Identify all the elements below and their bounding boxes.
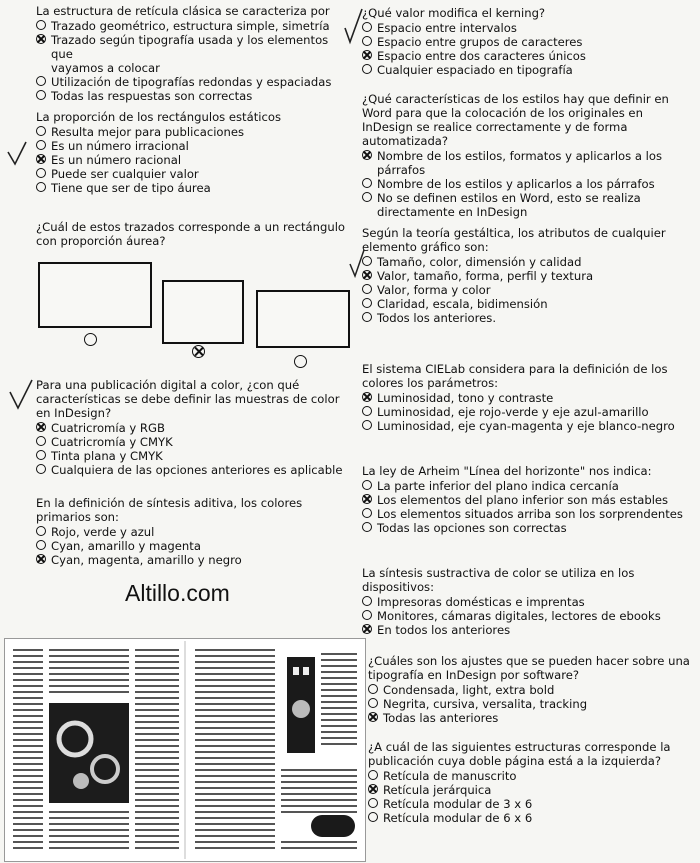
answer-option[interactable] — [362, 521, 692, 535]
answer-option[interactable] — [362, 623, 692, 637]
option-label: Cualquier espaciado en tipografía — [377, 63, 573, 77]
radio-button[interactable] — [36, 182, 46, 192]
radio-button-selected[interactable] — [36, 34, 46, 44]
question-2 — [36, 110, 336, 195]
radio-button[interactable] — [362, 312, 372, 322]
radio-button[interactable] — [368, 770, 378, 780]
option-label: Puede ser cualquier valor — [51, 167, 199, 181]
option-label: Tamaño, color, dimensión y calidad — [377, 255, 582, 269]
check-mark-icon — [342, 6, 364, 46]
answer-option[interactable] — [362, 149, 692, 177]
radio-button[interactable] — [362, 420, 372, 430]
option-label: Los elementos situados arriba son los sorprendentes — [377, 507, 683, 521]
radio-button[interactable] — [36, 76, 46, 86]
answer-option[interactable] — [36, 421, 356, 435]
radio-button[interactable] — [294, 355, 307, 368]
option-label: Retícula jerárquica — [383, 783, 492, 797]
magazine-spread-image — [4, 638, 366, 862]
option-label: Valor, forma y color — [377, 283, 491, 297]
radio-button[interactable] — [36, 464, 46, 474]
option-label: Espacio entre dos caracteres únicos — [377, 49, 586, 63]
answer-option[interactable] — [362, 507, 692, 521]
answer-option[interactable] — [368, 783, 692, 797]
option-label: Luminosidad, tono y contraste — [377, 391, 554, 405]
radio-button-selected[interactable] — [362, 150, 372, 160]
radio-button[interactable] — [362, 256, 372, 266]
radio-button-selected[interactable] — [362, 392, 372, 402]
radio-button-selected[interactable] — [36, 554, 46, 564]
question-stem: La proporción de los rectángulos estáticos — [36, 110, 281, 124]
radio-button[interactable] — [362, 284, 372, 294]
question-stem: ¿A cuál de las siguientes estructuras corresponde la publicación cuya doble página está a la izquierda? — [368, 740, 671, 768]
radio-button-selected[interactable] — [36, 422, 46, 432]
question-stem: ¿Qué valor modifica el kerning? — [362, 6, 546, 20]
answer-option[interactable] — [368, 769, 692, 783]
option-label: Todas las respuestas son correctas — [51, 89, 253, 103]
radio-button[interactable] — [368, 812, 378, 822]
radio-button[interactable] — [362, 298, 372, 308]
option-label: Retícula modular de 6 x 6 — [383, 811, 533, 825]
radio-button[interactable] — [362, 36, 372, 46]
answer-option[interactable] — [362, 311, 692, 325]
option-label: Retícula de manuscrito — [383, 769, 517, 783]
option-label: Cuatricromía y CMYK — [51, 435, 173, 449]
answer-option[interactable] — [362, 391, 692, 405]
question-stem: La ley de Arheim "Línea del horizonte" nos indica: — [362, 464, 652, 478]
answer-option[interactable] — [362, 609, 692, 623]
answer-option[interactable] — [368, 711, 692, 725]
radio-button[interactable] — [362, 178, 372, 188]
check-mark-icon — [6, 140, 28, 168]
option-label: Los elementos del plano inferior son más estables — [377, 493, 669, 507]
question-6 — [362, 6, 692, 77]
radio-button-selected[interactable] — [368, 784, 378, 794]
answer-option[interactable] — [36, 153, 336, 167]
option-label: Cyan, amarillo y magenta — [51, 539, 201, 553]
question-12 — [368, 654, 692, 725]
radio-button[interactable] — [362, 508, 372, 518]
radio-button[interactable] — [362, 596, 372, 606]
option-label: Retícula modular de 3 x 6 — [383, 797, 533, 811]
question-stem: ¿Cuál de estos trazados corresponde a un rectángulo con proporción áurea? — [36, 220, 346, 248]
option-label: Es un número racional — [51, 153, 182, 167]
answer-option[interactable] — [362, 419, 692, 433]
question-stem: El sistema CIELab considera para la definición de los colores los parámetros: — [362, 362, 668, 390]
radio-button-selected[interactable] — [362, 270, 372, 280]
answer-option[interactable] — [36, 539, 356, 553]
radio-button[interactable] — [36, 90, 46, 100]
answer-option[interactable] — [36, 125, 336, 139]
check-mark-icon — [8, 378, 34, 412]
question-stem: Según la teoría gestáltica, los atributos de cualquier elemento gráfico son: — [362, 226, 666, 254]
answer-option[interactable] — [36, 181, 336, 195]
radio-button[interactable] — [362, 22, 372, 32]
question-3 — [36, 220, 356, 249]
answer-option[interactable] — [36, 89, 336, 103]
answer-option[interactable] — [36, 75, 336, 89]
option-label: Espacio entre grupos de caracteres — [377, 35, 583, 49]
answer-option[interactable] — [36, 33, 336, 61]
rectangle-option-c — [256, 290, 350, 348]
answer-option[interactable] — [36, 139, 336, 153]
option-label: vayamos a colocar — [51, 61, 160, 75]
radio-button[interactable] — [368, 798, 378, 808]
question-stem: ¿Cuáles son los ajustes que se pueden hacer sobre una tipografía en InDesign por software? — [368, 654, 690, 682]
option-label: Utilización de tipografías redondas y espaciadas — [51, 75, 332, 89]
question-8 — [362, 226, 692, 325]
radio-button[interactable] — [36, 20, 46, 30]
option-label: En todos los anteriores — [377, 623, 511, 637]
question-9 — [362, 362, 692, 433]
radio-button-selected[interactable] — [36, 154, 46, 164]
question-1 — [36, 4, 336, 103]
answer-option[interactable] — [36, 525, 356, 539]
answer-option[interactable] — [362, 177, 692, 191]
radio-button[interactable] — [362, 192, 372, 202]
question-11 — [362, 566, 692, 637]
option-label: Trazado geométrico, estructura simple, simetría — [51, 19, 330, 33]
answer-option-continuation — [36, 61, 336, 75]
option-label: Impresoras domésticas e imprentas — [377, 595, 585, 609]
option-label: Cuatricromía y RGB — [51, 421, 165, 435]
option-label: Todos los anteriores. — [377, 311, 497, 325]
answer-option[interactable] — [36, 449, 356, 463]
answer-option[interactable] — [362, 255, 692, 269]
radio-button[interactable] — [368, 698, 378, 708]
option-label: Nombre de los estilos y aplicarlos a los párrafos — [377, 177, 655, 191]
answer-option[interactable] — [362, 405, 692, 419]
answer-option[interactable] — [362, 35, 692, 49]
radio-button-selected[interactable] — [368, 712, 378, 722]
option-label: Condensada, light, extra bold — [383, 683, 555, 697]
answer-option[interactable] — [36, 435, 356, 449]
radio-button[interactable] — [362, 406, 372, 416]
radio-button[interactable] — [368, 684, 378, 694]
radio-button[interactable] — [36, 450, 46, 460]
option-label: Resulta mejor para publicaciones — [51, 125, 245, 139]
option-label: Tinta plana y CMYK — [51, 449, 163, 463]
radio-button[interactable] — [362, 64, 372, 74]
option-label: Rojo, verde y azul — [51, 525, 155, 539]
option-label: Nombre de los estilos, formatos y aplicarlos a los párrafos — [377, 149, 663, 177]
answer-option[interactable] — [362, 297, 692, 311]
answer-option[interactable] — [362, 49, 692, 63]
rectangle-option-a — [38, 262, 152, 328]
question-stem: En la definición de síntesis aditiva, los colores primarios son: — [36, 496, 303, 524]
radio-button[interactable] — [36, 140, 46, 150]
answer-option[interactable] — [362, 479, 692, 493]
question-stem: La estructura de retícula clásica se caracteriza por — [36, 4, 330, 18]
option-label: Es un número irracional — [51, 139, 189, 153]
answer-option[interactable] — [36, 167, 336, 181]
option-label: Tiene que ser de tipo áurea — [51, 181, 211, 195]
question-stem: La síntesis sustractiva de color se utiliza en los dispositivos: — [362, 566, 635, 594]
answer-option[interactable] — [368, 811, 692, 825]
option-label: Luminosidad, eje cyan-magenta y eje blanco-negro — [377, 419, 675, 433]
answer-option[interactable] — [36, 463, 356, 477]
option-label: Negrita, cursiva, versalita, tracking — [383, 697, 588, 711]
option-label: Monitores, cámaras digitales, lectores de ebooks — [377, 609, 661, 623]
question-5 — [36, 496, 356, 567]
radio-button-selected[interactable] — [362, 50, 372, 60]
radio-button-selected[interactable] — [362, 624, 372, 634]
answer-option[interactable] — [36, 19, 336, 33]
option-label: No se definen estilos en Word, esto se realiza directamente en InDesign — [377, 191, 641, 219]
answer-option[interactable] — [362, 595, 692, 609]
option-label: Claridad, escala, bidimensión — [377, 297, 548, 311]
answer-option[interactable] — [362, 493, 692, 507]
answer-option[interactable] — [362, 191, 692, 219]
watermark-text: Altillo.com — [125, 580, 230, 606]
option-label: Luminosidad, eje rojo-verde y eje azul-amarillo — [377, 405, 649, 419]
radio-button[interactable] — [362, 610, 372, 620]
radio-button[interactable] — [36, 126, 46, 136]
option-label: Todas las anteriores — [383, 711, 499, 725]
option-label: La parte inferior del plano indica cercanía — [377, 479, 619, 493]
question-stem: ¿Qué características de los estilos hay que definir en Word para que la colocación de los originales en InDesign se realice correctamente y de forma automatizada? — [362, 92, 669, 148]
option-label: Espacio entre intervalos — [377, 21, 517, 35]
option-label: Todas las opciones son correctas — [377, 521, 567, 535]
option-label: Cualquiera de las opciones anteriores es aplicable — [51, 463, 343, 477]
radio-button-selected[interactable] — [362, 494, 372, 504]
rectangle-option-b — [162, 280, 244, 344]
radio-button[interactable] — [36, 436, 46, 446]
radio-button[interactable] — [84, 333, 97, 346]
answer-option[interactable] — [368, 797, 692, 811]
answer-option[interactable] — [362, 283, 692, 297]
question-4 — [36, 378, 356, 477]
question-13 — [368, 740, 692, 825]
question-stem: Para una publicación digital a color, ¿con qué características se debe definir las muestras de color en InDesign? — [36, 378, 340, 420]
radio-button[interactable] — [36, 540, 46, 550]
option-label: Trazado según tipografía usada y los elementos que — [51, 33, 329, 61]
radio-button-selected[interactable] — [192, 345, 205, 358]
question-7 — [362, 92, 692, 219]
radio-button[interactable] — [36, 526, 46, 536]
question-10 — [362, 464, 692, 535]
answer-option[interactable] — [368, 683, 692, 697]
radio-button[interactable] — [36, 168, 46, 178]
answer-option[interactable] — [36, 553, 356, 567]
magazine-spread-drawing — [5, 639, 365, 861]
answer-option[interactable] — [362, 63, 692, 77]
radio-button[interactable] — [362, 480, 372, 490]
option-label: Valor, tamaño, forma, perfil y textura — [377, 269, 594, 283]
answer-option[interactable] — [368, 697, 692, 711]
answer-option[interactable] — [362, 21, 692, 35]
option-label: Cyan, magenta, amarillo y negro — [51, 553, 242, 567]
radio-button[interactable] — [362, 522, 372, 532]
answer-option[interactable] — [362, 269, 692, 283]
